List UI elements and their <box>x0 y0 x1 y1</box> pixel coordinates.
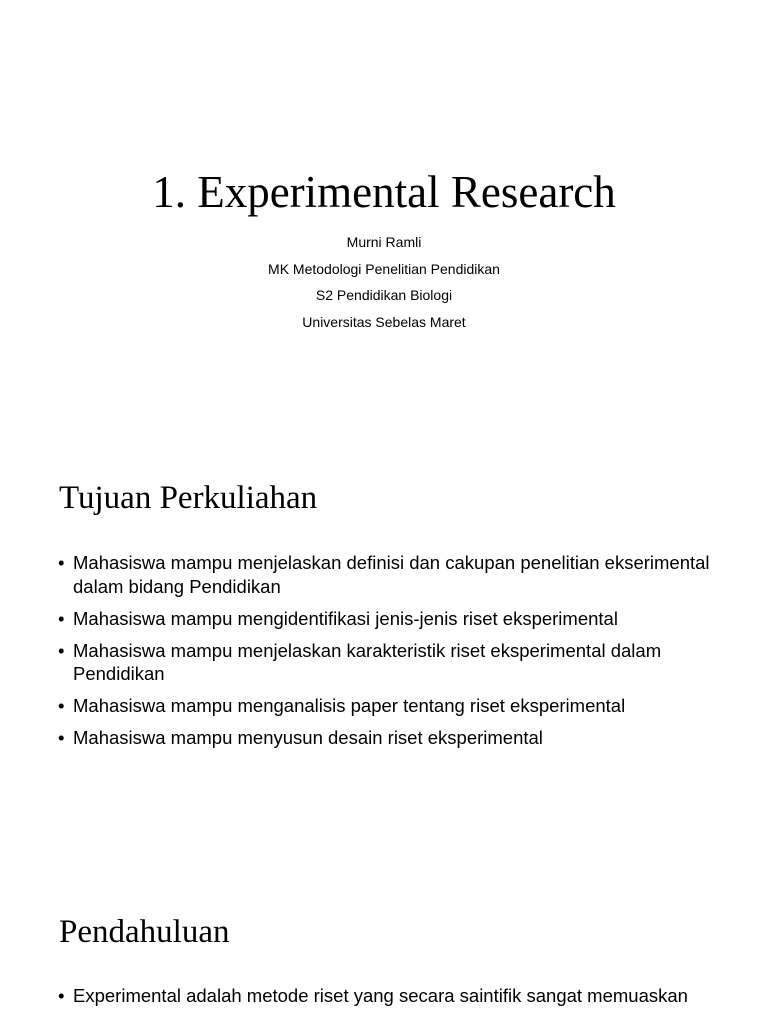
slide-title <box>0 0 768 400</box>
slide-heading: Tujuan Perkuliahan <box>59 480 318 516</box>
bullet-item: • Mahasiswa mampu menganalisis paper tentang riset eksperimental <box>58 694 738 718</box>
slide-introduction <box>0 870 768 1024</box>
bullet-item: • Mahasiswa mampu menyusun desain riset eksperimental <box>58 726 738 750</box>
bullet-item: • Mahasiswa mampu menjelaskan karakteristik riset eksperimental dalam Pendidikan <box>58 639 738 686</box>
bullet-item: • Experimental adalah metode riset yang secara saintifik sangat memuaskan <box>58 984 738 1008</box>
bullet-list <box>58 551 738 758</box>
subtitle-author: Murni Ramli <box>346 234 422 250</box>
subtitle-university: Universitas Sebelas Maret <box>302 313 466 330</box>
bullet-item: • Mahasiswa mampu mengidentifikasi jenis-jenis riset eksperimental <box>58 607 738 631</box>
slide-objectives <box>0 400 768 870</box>
bullet-item: • Mahasiswa mampu menjelaskan definisi dan cakupan penelitian ekserimental dalam bidang Pendidikan <box>58 551 738 598</box>
subtitle-program: S2 Pendidikan Biologi <box>315 287 453 303</box>
slide-heading: Pendahuluan <box>59 914 230 950</box>
presentation-title: 1. Experimental Research <box>152 167 616 217</box>
subtitle-course: MK Metodologi Penelitian Pendidikan <box>268 260 500 277</box>
bullet-list <box>58 984 738 1016</box>
presentation-subtitle <box>0 229 768 335</box>
